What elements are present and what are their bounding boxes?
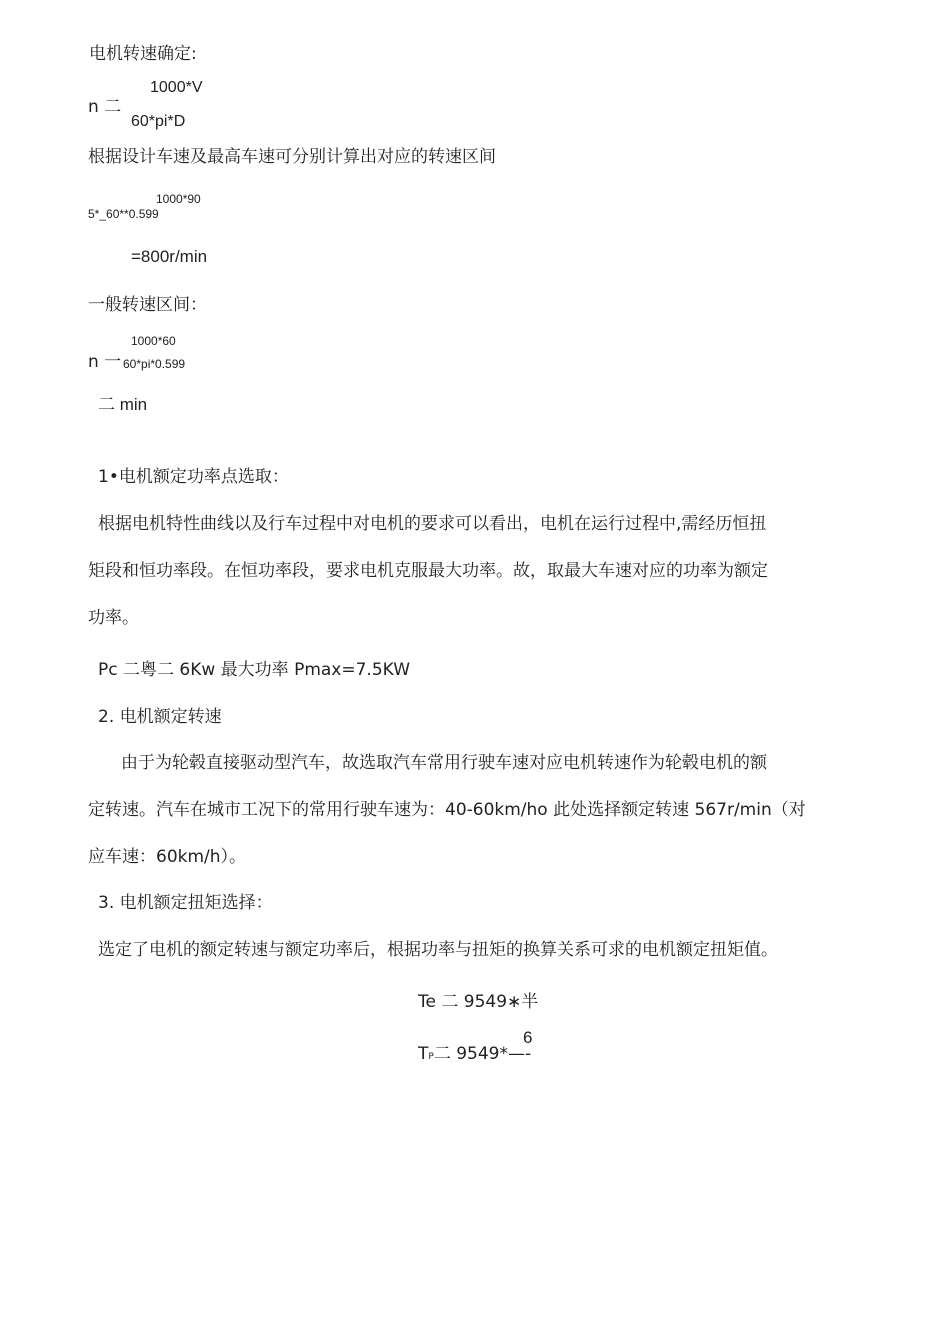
- heading-rated-torque: 3. 电机额定扭矩选择：: [98, 893, 273, 913]
- calc-result-800: =800r/min: [131, 247, 208, 266]
- formula-denominator: 60*pi*D: [131, 113, 186, 130]
- paragraph-power-line1: 根据电机特性曲线以及行车过程中对电机的要求可以看出，电机在运行过程中,需经历恒扭: [98, 514, 767, 534]
- paragraph-speed-range: 根据设计车速及最高车速可分别计算出对应的转速区间: [88, 147, 496, 167]
- paragraph-speed-line3: 应车速：60km/h）。: [88, 847, 247, 867]
- formula-tp-rest: 二 9549*: [433, 1044, 508, 1064]
- power-values: Pc 二粵二 6Kw 最大功率 Pmax=7.5KW: [98, 660, 411, 680]
- formula-tp-subscript: P: [428, 1052, 434, 1062]
- calc-result-min: 二 min: [98, 395, 148, 414]
- formula-tp-numerator: 6: [523, 1028, 533, 1047]
- calc-lhs-n: n 一: [88, 352, 122, 372]
- formula-numerator: 1000*V: [150, 79, 203, 96]
- paragraph-torque: 选定了电机的额定转速与额定功率后，根据功率与扭矩的换算关系可求的电机额定扭矩值。: [98, 940, 778, 960]
- calc-denominator-60: 60*pi*0.599: [123, 357, 186, 371]
- calc-denominator-90: 5*_60**0.599: [88, 207, 159, 221]
- formula-tp-fraction-bar: —-: [508, 1044, 532, 1064]
- heading-general-speed-range: 一般转速区间：: [88, 295, 207, 315]
- paragraph-power-line2: 矩段和恒功率段。在恒功率段，要求电机克服最大功率。故，取最大车速对应的功率为额定: [88, 561, 768, 581]
- formula-lhs: n 二: [88, 97, 122, 117]
- heading-rated-power: 1•电机额定功率点选取：: [98, 467, 289, 487]
- calc-numerator-60: 1000*60: [131, 334, 176, 348]
- paragraph-speed-line2: 定转速。汽车在城市工况下的常用行驶车速为：40-60km/ho 此处选择额定转速 567r/min（对: [88, 800, 806, 820]
- section-heading-speed: 电机转速确定:: [89, 44, 197, 64]
- formula-tp: [418, 1046, 531, 1063]
- formula-tp-symbol: T: [418, 1044, 429, 1064]
- paragraph-speed-line1: 由于为轮毂直接驱动型汽车，故选取汽车常用行驶车速对应电机转速作为轮毂电机的额: [121, 753, 767, 773]
- heading-rated-speed: 2. 电机额定转速: [98, 707, 222, 727]
- paragraph-power-line3: 功率。: [88, 608, 139, 628]
- calc-numerator-90: 1000*90: [156, 192, 201, 206]
- formula-te: Te 二 9549∗半: [418, 992, 539, 1012]
